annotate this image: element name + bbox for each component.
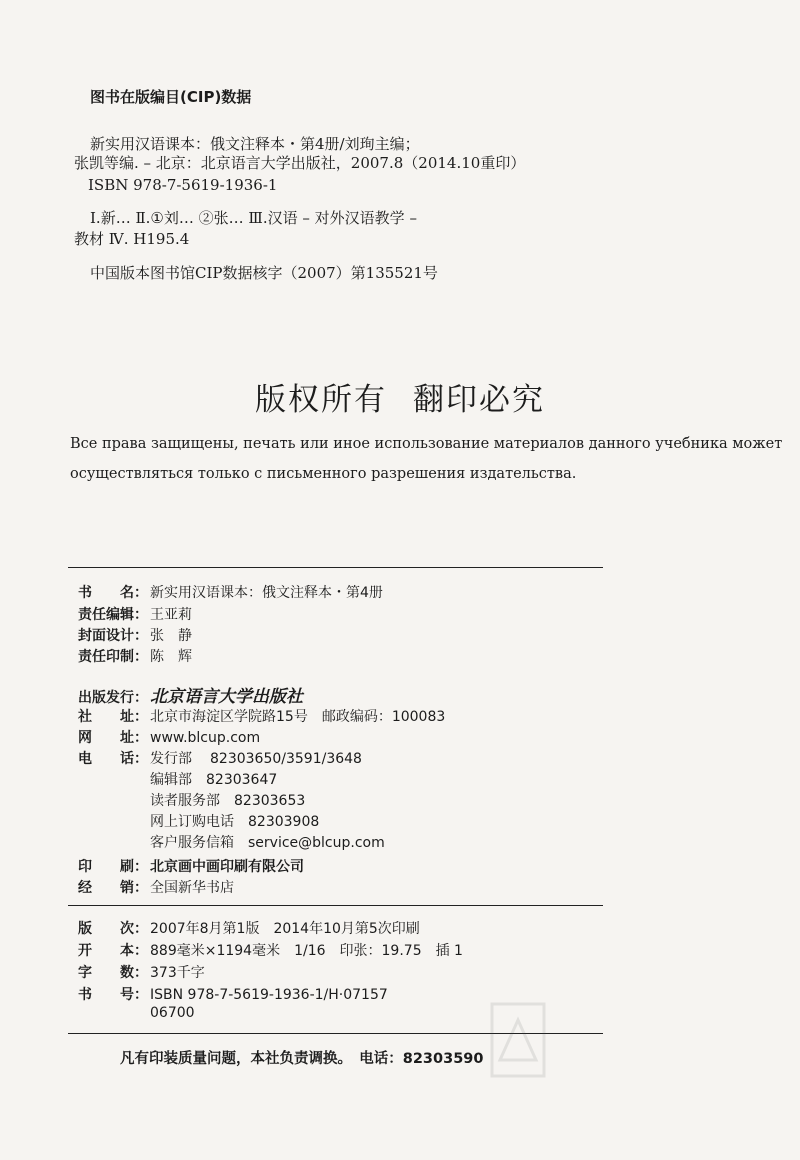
publisher-label: 出版发行： <box>78 690 148 706</box>
printer-label: 印 刷： <box>78 859 148 875</box>
rights-heading <box>0 374 800 419</box>
publisher-logo-icon <box>488 1000 548 1080</box>
print-manager-label: 责任印制： <box>78 649 148 665</box>
rights-russian-line-2: осуществляться только с письменного разрешения издательства. <box>70 466 577 482</box>
cip-line-5: 教材 Ⅳ. H195.4 <box>74 230 190 248</box>
print-manager-row <box>78 646 192 666</box>
cip-isbn: ISBN 978-7-5619-1936-1 <box>88 176 278 194</box>
cip-line-4: Ⅰ.新… Ⅱ.①刘… ②张… Ⅲ.汉语 – 对外汉语教学 – <box>90 209 417 227</box>
address-value: 北京市海淀区学院路15号 邮政编码：100083 <box>150 709 446 725</box>
publisher-row <box>78 682 303 707</box>
phone-online <box>150 811 319 831</box>
word-count-row <box>78 962 205 982</box>
cover-design-row <box>78 625 192 645</box>
publisher-name: 北京语言大学出版社 <box>150 687 303 707</box>
cover-design-label: 封面设计： <box>78 628 148 644</box>
phone-reader <box>150 790 305 810</box>
editor-value: 王亚莉 <box>150 607 192 623</box>
edition-row <box>78 918 420 938</box>
footer-notice: 凡有印装质量问题，本社负责调换。 电话：82303590 <box>120 1051 484 1067</box>
format-label: 开 本： <box>78 943 148 959</box>
phone-reader-name: 读者服务部 <box>150 793 220 809</box>
address-label: 社 址： <box>78 709 148 725</box>
cip-line-1: 新实用汉语课本：俄文注释本・第4册/刘珣主编； <box>90 135 420 153</box>
phone-editorial-number: 82303647 <box>206 772 278 788</box>
print-manager-value: 陈 辉 <box>150 649 192 665</box>
phone-dept-name: 发行部 <box>150 751 192 767</box>
cover-design-value: 张 静 <box>150 628 192 644</box>
phone-online-number: 82303908 <box>248 814 320 830</box>
phone-editorial-name: 编辑部 <box>150 772 192 788</box>
book-title-label: 书 名： <box>78 585 148 601</box>
phone-service-email: service@blcup.com <box>248 835 385 851</box>
website-row <box>78 727 260 747</box>
edition-label: 版 次： <box>78 921 148 937</box>
phone-row <box>78 748 362 768</box>
distributor-value: 全国新华书店 <box>150 880 234 896</box>
cip-line-2: 张凯等编. – 北京：北京语言大学出版社，2007.8（2014.10重印） <box>74 154 526 172</box>
isbn-label: 书 号： <box>78 987 148 1003</box>
book-title-value: 新实用汉语课本：俄文注释本・第4册 <box>150 585 383 601</box>
editor-label: 责任编辑： <box>78 607 148 623</box>
editor-row <box>78 604 192 624</box>
format-value: 889毫米×1194毫米 1/16 印张：19.75 插 1 <box>150 943 463 959</box>
word-count-value: 373千字 <box>150 965 205 981</box>
website-value: www.blcup.com <box>150 730 261 746</box>
edition-value: 2007年8月第1版 2014年10月第5次印刷 <box>150 921 420 937</box>
isbn-code: 06700 <box>150 1005 195 1021</box>
phone-dept-number: 82303650/3591/3648 <box>210 751 362 767</box>
divider-top <box>68 567 603 568</box>
phone-service-name: 客户服务信箱 <box>150 835 234 851</box>
phone-online-name: 网上订购电话 <box>150 814 234 830</box>
rights-part-2: 翻印必究 <box>413 382 545 418</box>
cip-title: 图书在版编目(CIP)数据 <box>90 88 252 106</box>
phone-label: 电 话： <box>78 751 148 767</box>
distributor-row <box>78 877 234 897</box>
divider-middle <box>68 905 603 906</box>
book-title-row <box>78 582 383 602</box>
rights-russian-line-1: Все права защищены, печать или иное использование материалов данного учебника может <box>70 436 783 452</box>
phone-editorial <box>150 769 277 789</box>
website-label: 网 址： <box>78 730 148 746</box>
printer-row <box>78 856 304 876</box>
phone-reader-number: 82303653 <box>234 793 306 809</box>
isbn-row <box>78 984 388 1004</box>
cip-number: 中国版本图书馆CIP数据核字（2007）第135521号 <box>90 264 438 282</box>
address-row <box>78 706 445 726</box>
isbn-value: ISBN 978-7-5619-1936-1/H·07157 <box>150 987 388 1003</box>
format-row <box>78 940 463 960</box>
isbn-code-row <box>150 1005 195 1021</box>
word-count-label: 字 数： <box>78 965 148 981</box>
rights-part-1: 版权所有 <box>255 382 387 418</box>
distributor-label: 经 销： <box>78 880 148 896</box>
phone-service <box>150 832 385 852</box>
printer-value: 北京画中画印刷有限公司 <box>150 859 304 875</box>
